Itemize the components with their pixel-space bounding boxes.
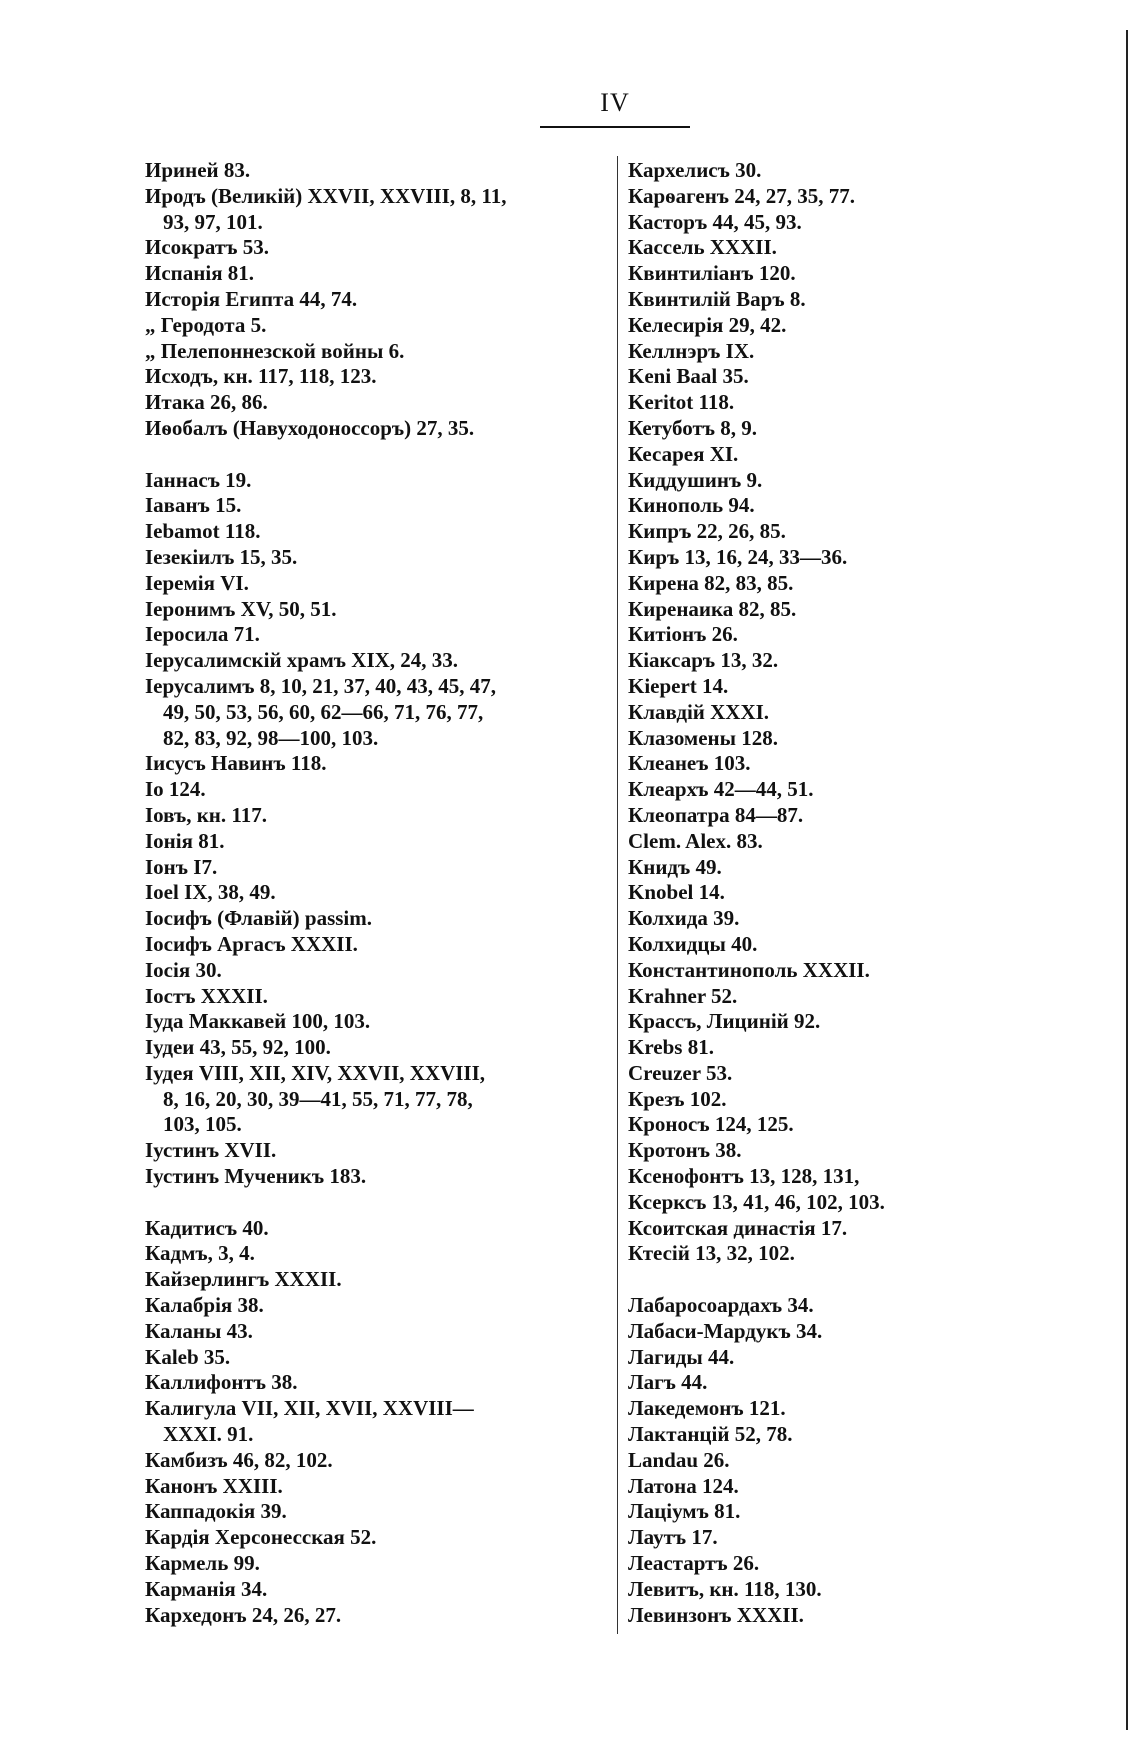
index-entry-line: 49, 50, 53, 56, 60, 62—66, 71, 76, 77, (163, 699, 484, 724)
index-entry (628, 1138, 1098, 1164)
index-entry (628, 1525, 1098, 1551)
index-entry (145, 1319, 615, 1345)
index-entry-line: Лагиды 44. (628, 1344, 735, 1369)
index-entry-line: Kaleb 35. (145, 1344, 231, 1369)
index-entry-line: Испанія 81. (145, 261, 255, 286)
index-entry (145, 1474, 615, 1500)
index-entry (628, 1474, 1098, 1500)
index-entry (628, 1293, 1098, 1319)
index-entry-line: Ктесій 13, 32, 102. (628, 1241, 795, 1266)
index-entry (145, 855, 615, 881)
index-entry (628, 932, 1098, 958)
index-entry-line: Кипръ 22, 26, 85. (628, 519, 786, 544)
index-entry (145, 184, 615, 236)
index-entry (628, 210, 1098, 236)
index-entry-line: Карманія 34. (145, 1576, 268, 1601)
page-edge-line (1126, 30, 1128, 1730)
index-entry (145, 648, 615, 674)
index-entry (145, 1138, 615, 1164)
index-entry (628, 313, 1098, 339)
index-entry-line: Клеанеъ 103. (628, 751, 751, 776)
index-entry (628, 1370, 1098, 1396)
index-entry-line: Каланы 43. (145, 1318, 253, 1343)
index-entry (628, 777, 1098, 803)
index-entry-line: Иродъ (Великій) XXVII, XXVIII, 8, 11, (145, 183, 507, 208)
index-entry (628, 906, 1098, 932)
index-entry-line: Іисусъ Навинъ 118. (145, 751, 327, 776)
index-column-left (145, 158, 615, 1628)
index-entry-line: Клавдій XXXI. (628, 699, 770, 724)
index-entry (628, 674, 1098, 700)
index-entry (145, 339, 615, 365)
index-entry-line: Іосифъ Аргасъ XXXII. (145, 931, 358, 956)
index-entry (145, 1396, 615, 1448)
index-entry (628, 829, 1098, 855)
index-entry-line: Іовъ, кн. 117. (145, 802, 268, 827)
index-entry (145, 1370, 615, 1396)
index-entry-line: Карѳагенъ 24, 27, 35, 77. (628, 183, 856, 208)
index-entry-line: Ириней 83. (145, 158, 251, 182)
index-entry-line: „ Пелепоннезской войны 6. (145, 338, 405, 363)
index-entry (628, 339, 1098, 365)
index-entry-line: Кархелисъ 30. (628, 158, 762, 182)
index-entry-line: Калабрія 38. (145, 1293, 264, 1318)
index-entry (628, 803, 1098, 829)
index-entry-line: Касторъ 44, 45, 93. (628, 209, 802, 234)
index-entry-line: Іаванъ 15. (145, 493, 242, 518)
index-entry-line: Лагъ 44. (628, 1370, 708, 1395)
index-entry-line: Киръ 13, 16, 24, 33—36. (628, 544, 848, 569)
index-entry (628, 184, 1098, 210)
index-entry-line: Krebs 81. (628, 1035, 714, 1060)
index-entry-line: Іустинъ XVII. (145, 1138, 277, 1163)
index-entry-line: Кирена 82, 83, 85. (628, 570, 794, 595)
index-entry (628, 468, 1098, 494)
index-entry-line: Keni Baal 35. (628, 364, 749, 389)
index-entry-line: Keritot 118. (628, 390, 735, 415)
index-entry-line: Квинтиліанъ 120. (628, 261, 796, 286)
index-entry-line: Леастартъ 26. (628, 1551, 760, 1576)
index-entry (145, 493, 615, 519)
index-entry (628, 1345, 1098, 1371)
index-entry (628, 1448, 1098, 1474)
index-entry (628, 751, 1098, 777)
index-entry (145, 468, 615, 494)
index-entry-line: Киддушинъ 9. (628, 467, 763, 492)
index-entry (628, 648, 1098, 674)
index-entry (628, 442, 1098, 468)
index-entry (628, 1499, 1098, 1525)
index-entry (628, 416, 1098, 442)
index-entry-line: Іеремія VI. (145, 570, 249, 595)
index-entry (628, 287, 1098, 313)
index-entry-line: Латона 124. (628, 1473, 739, 1498)
index-entry (628, 1216, 1098, 1242)
index-entry-line: Лабаросоардахъ 34. (628, 1293, 814, 1318)
index-entry-line: Кардія Херсонесская 52. (145, 1525, 377, 1550)
index-entry (628, 1396, 1098, 1422)
index-entry-line: Іудея VIII, XII, XIV, XXVII, XXVIII, (145, 1060, 485, 1085)
index-entry (628, 1319, 1098, 1345)
index-entry-line: Каппадокія 39. (145, 1499, 287, 1524)
index-entry-line: Кроносъ 124, 125. (628, 1112, 794, 1137)
index-entry (628, 1112, 1098, 1138)
index-entry (145, 1241, 615, 1267)
index-entry (145, 597, 615, 623)
header-rule (540, 126, 690, 128)
index-entry-line: Кротонъ 38. (628, 1138, 742, 1163)
index-entry (628, 493, 1098, 519)
index-entry (145, 235, 615, 261)
index-entry (628, 158, 1098, 184)
index-entry-line: Келесирія 29, 42. (628, 312, 787, 337)
index-entry (628, 1190, 1098, 1216)
column-divider (617, 156, 618, 1634)
index-entry (628, 880, 1098, 906)
index-entry-line: Лабаси-Мардукъ 34. (628, 1318, 823, 1343)
index-entry-line: Лаціумъ 81. (628, 1499, 741, 1524)
index-entry (628, 1009, 1098, 1035)
index-entry (145, 571, 615, 597)
index-entry-line: Ioel IX, 38, 49. (145, 880, 276, 905)
index-entry-line: Кадитисъ 40. (145, 1215, 269, 1240)
index-entry (145, 287, 615, 313)
index-entry-line: Келлнэръ IX. (628, 338, 755, 363)
index-entry-line: Кіаксаръ 13, 32. (628, 648, 779, 673)
index-entry (628, 235, 1098, 261)
index-entry-line: Кесарея XI. (628, 441, 739, 466)
index-entry-line: Іеронимъ XV, 50, 51. (145, 596, 337, 621)
section-gap (145, 1190, 615, 1216)
index-entry-line: Книдъ 49. (628, 854, 722, 879)
index-entry (145, 1345, 615, 1371)
index-entry-line: Киренаика 82, 85. (628, 596, 797, 621)
index-entry-line: Левинзонъ XXXII. (628, 1602, 804, 1627)
index-entry (145, 1603, 615, 1629)
index-entry-line: Клазомены 128. (628, 725, 779, 750)
index-entry-line: Clem. Alex. 83. (628, 828, 763, 853)
index-entry (628, 1422, 1098, 1448)
index-entry (628, 855, 1098, 881)
index-entry-line: Левитъ, кн. 118, 130. (628, 1576, 822, 1601)
index-entry-line: XXXI. 91. (163, 1422, 254, 1447)
index-entry (628, 545, 1098, 571)
index-entry (628, 1087, 1098, 1113)
index-entry (145, 158, 615, 184)
index-entry (145, 751, 615, 777)
index-entry-line: Кадмъ, 3, 4. (145, 1241, 255, 1266)
index-entry-line: Іосифъ (Флавій) passim. (145, 906, 373, 931)
index-entry-line: Колхида 39. (628, 906, 740, 931)
index-entry (145, 906, 615, 932)
index-entry (145, 1035, 615, 1061)
index-entry-line: Ксенофонтъ 13, 128, 131, (628, 1164, 860, 1189)
index-entry (145, 1551, 615, 1577)
index-entry-line: Крассъ, Лициній 92. (628, 1009, 821, 1034)
index-entry (628, 364, 1098, 390)
index-entry (628, 1061, 1098, 1087)
index-entry (145, 1525, 615, 1551)
index-entry-line: Kiepert 14. (628, 673, 729, 698)
index-entry-line: 93, 97, 101. (163, 209, 263, 234)
index-entry (145, 829, 615, 855)
index-entry-line: Китіонъ 26. (628, 622, 738, 647)
index-entry-line: Исократъ 53. (145, 235, 269, 260)
index-entry-line: Іаннасъ 19. (145, 467, 252, 492)
index-entry-line: Krahner 52. (628, 983, 738, 1008)
index-entry (628, 984, 1098, 1010)
index-entry-line: Лаутъ 17. (628, 1525, 718, 1550)
index-entry-line: Кинополь 94. (628, 493, 755, 518)
index-entry-line: Іуда Маккавей 100, 103. (145, 1009, 371, 1034)
index-entry-line: „ Геродота 5. (145, 312, 267, 337)
index-entry-line: Исторія Египта 44, 74. (145, 286, 358, 311)
index-entry (145, 622, 615, 648)
index-entry-line: Іудеи 43, 55, 92, 100. (145, 1035, 331, 1060)
index-entry (628, 1551, 1098, 1577)
index-entry-line: Knobel 14. (628, 880, 725, 905)
index-entry-line: Колхидцы 40. (628, 931, 758, 956)
index-entry-line: Creuzer 53. (628, 1060, 733, 1085)
index-entry (628, 597, 1098, 623)
index-entry-line: Иѳобалъ (Навуходоноссоръ) 27, 35. (145, 415, 475, 440)
index-entry (145, 984, 615, 1010)
index-entry-line: Клеопатра 84—87. (628, 802, 804, 827)
index-entry-line: Кархедонъ 24, 26, 27. (145, 1602, 342, 1627)
index-entry (628, 726, 1098, 752)
index-entry (145, 932, 615, 958)
index-entry-line: Константинополь XXXII. (628, 957, 870, 982)
index-entry-line: 8, 16, 20, 30, 39—41, 55, 71, 77, 78, (163, 1086, 473, 1111)
index-entry-line: Ксоитская династія 17. (628, 1215, 848, 1240)
index-entry-line: Калигула VII, XII, XVII, XXVIII— (145, 1396, 474, 1421)
index-entry (628, 700, 1098, 726)
index-entry (145, 390, 615, 416)
index-entry (628, 261, 1098, 287)
index-entry-line: Итака 26, 86. (145, 390, 268, 415)
index-entry (628, 1035, 1098, 1061)
index-entry (145, 674, 615, 751)
index-entry (145, 1061, 615, 1138)
section-gap (145, 442, 615, 468)
index-entry-line: Іерусалимскій храмъ XIX, 24, 33. (145, 648, 459, 673)
index-entry (145, 1009, 615, 1035)
index-entry-line: Іонія 81. (145, 828, 225, 853)
index-entry (628, 958, 1098, 984)
index-entry-line: Квинтилій Варъ 8. (628, 286, 806, 311)
index-entry (628, 519, 1098, 545)
page-number: IV (600, 88, 630, 117)
index-entry (145, 1216, 615, 1242)
index-entry (628, 1603, 1098, 1629)
index-entry (628, 390, 1098, 416)
index-entry (145, 364, 615, 390)
index-entry-line: Іустинъ Мученикъ 183. (145, 1164, 367, 1189)
index-entry-line: Камбизъ 46, 82, 102. (145, 1447, 333, 1472)
index-entry-line: Іонъ I7. (145, 854, 218, 879)
index-entry-line: Іерусалимъ 8, 10, 21, 37, 40, 43, 45, 47, (145, 673, 496, 698)
index-entry-line: Кайзерлингъ XXXII. (145, 1267, 342, 1292)
index-entry-line: Landau 26. (628, 1447, 730, 1472)
index-entry (145, 880, 615, 906)
index-entry-line: Кармель 99. (145, 1551, 260, 1576)
index-entry (628, 622, 1098, 648)
index-entry (628, 1241, 1098, 1267)
index-entry (145, 261, 615, 287)
index-entry-line: Лактанцій 52, 78. (628, 1422, 793, 1447)
index-entry (145, 416, 615, 442)
index-entry-line: Лакедемонъ 121. (628, 1396, 786, 1421)
index-entry (145, 777, 615, 803)
index-entry (145, 958, 615, 984)
section-gap (628, 1267, 1098, 1293)
index-entry-line: Іосія 30. (145, 957, 222, 982)
index-entry-line: Iebamot 118. (145, 519, 261, 544)
index-entry (145, 1293, 615, 1319)
index-entry-line: Іо 124. (145, 777, 206, 802)
index-entry (145, 1577, 615, 1603)
index-entry-line: Исходъ, кн. 117, 118, 123. (145, 364, 377, 389)
index-entry (145, 1448, 615, 1474)
index-entry-line: Іостъ XXXII. (145, 983, 268, 1008)
index-entry-line: Крезъ 102. (628, 1086, 727, 1111)
index-entry (145, 545, 615, 571)
index-entry (628, 1164, 1098, 1190)
index-entry (145, 1164, 615, 1190)
index-entry-line: Канонъ XXIII. (145, 1473, 283, 1498)
index-entry-line: Ксерксъ 13, 41, 46, 102, 103. (628, 1189, 885, 1214)
index-entry-line: Іеросила 71. (145, 622, 260, 647)
index-entry-line: Каллифонтъ 38. (145, 1370, 298, 1395)
index-entry (145, 519, 615, 545)
index-entry (145, 313, 615, 339)
index-entry (145, 803, 615, 829)
index-column-right (628, 158, 1098, 1628)
index-entry (145, 1499, 615, 1525)
index-entry (145, 1267, 615, 1293)
index-entry (628, 571, 1098, 597)
index-entry (628, 1577, 1098, 1603)
index-entry-line: Іезекіилъ 15, 35. (145, 544, 298, 569)
index-entry-line: Клеархъ 42—44, 51. (628, 777, 814, 802)
index-entry-line: 82, 83, 92, 98—100, 103. (163, 725, 379, 750)
index-entry-line: 103, 105. (163, 1112, 242, 1137)
index-entry-line: Кетуботъ 8, 9. (628, 415, 758, 440)
index-entry-line: Кассель XXXII. (628, 235, 777, 260)
